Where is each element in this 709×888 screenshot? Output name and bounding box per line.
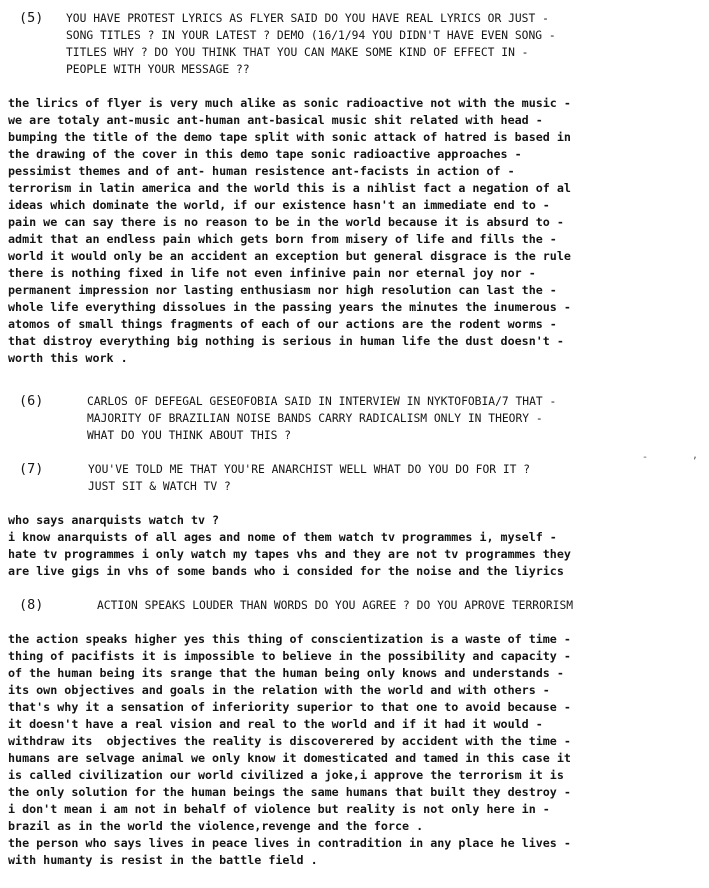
answer-line: pain we can say there is no reason to be in the world because it is absurd to - xyxy=(8,215,564,229)
stray-mark: , xyxy=(692,450,699,461)
question-line: PEOPLE WITH YOUR MESSAGE ?? xyxy=(66,63,250,76)
answer-line: who says anarquists watch tv ? xyxy=(8,513,220,527)
answer-line: of the human being its srange that the human being only knows and understands - xyxy=(8,666,564,680)
answer-line: with humanty is resist in the battle field . xyxy=(8,853,318,867)
stray-mark: - xyxy=(642,452,649,463)
answer-line: the action speaks higher yes this thing of conscientization is a waste of time - xyxy=(8,632,571,646)
answer-line: the only solution for the human beings the same humans that built they destroy - xyxy=(8,785,571,799)
answer-line: that's why it a sensation of inferiority superior to that one to avoid because - xyxy=(8,700,571,714)
answer-line: that distroy everything big nothing is serious in human life the dust doesn't - xyxy=(8,334,564,348)
answer-line: terrorism in latin america and the world this is a nihlist fact a negation of al xyxy=(8,181,571,195)
question-line: JUST SIT & WATCH TV ? xyxy=(88,480,231,493)
answer-line: its own objectives and goals in the relation with the world and with others - xyxy=(8,683,550,697)
answer-line: admit that an endless pain which gets born from misery of life and fills the - xyxy=(8,232,557,246)
answer-line: the drawing of the cover in this demo tape sonic radioactive approaches - xyxy=(8,147,522,161)
answer-line: pessimist themes and of ant- human resistence ant-facists in action of - xyxy=(8,164,515,178)
question-line: CARLOS OF DEFEGAL GESEOFOBIA SAID IN INTERVIEW IN NYKTOFOBIA/7 THAT - xyxy=(87,395,557,408)
answer-line: thing of pacifists it is impossible to believe in the possibility and capacity - xyxy=(8,649,571,663)
answer-line: there is nothing fixed in life not even infinive pain nor eternal joy nor - xyxy=(8,266,536,280)
answer-line: is called civilization our world civilized a joke,i approve the terrorism it is xyxy=(8,768,564,782)
answer-line: brazil as in the world the violence,revenge and the force . xyxy=(8,819,424,833)
answer-line: i don't mean i am not in behalf of violence but reality is not only here in - xyxy=(8,802,550,816)
question-number: (6) xyxy=(19,393,44,409)
question-5 xyxy=(66,10,709,78)
answer-7 xyxy=(8,512,709,580)
answer-line: world it would only be an accident an exception but general disgrace is the rule xyxy=(8,249,571,263)
answer-line: it doesn't have a real vision and real to the world and if it had it would - xyxy=(8,717,543,731)
answer-line: hate tv programmes i only watch my tapes vhs and they are not tv programmes they xyxy=(8,547,571,561)
question-line: TITLES WHY ? DO YOU THINK THAT YOU CAN MAKE SOME KIND OF EFFECT IN - xyxy=(66,46,529,59)
answer-line: i know anarquists of all ages and nome of them watch tv programmes i, myself - xyxy=(8,530,557,544)
question-line: ACTION SPEAKS LOUDER THAN WORDS DO YOU AGREE ? DO YOU APROVE TERRORISM xyxy=(97,599,574,612)
answer-line: permanent impression nor lasting enthusiasm nor high resolution can last the - xyxy=(8,283,557,297)
answer-5 xyxy=(8,95,709,367)
question-line: WHAT DO YOU THINK ABOUT THIS ? xyxy=(87,429,292,442)
answer-line: we are totaly ant-music ant-human ant-basical music shit related with head - xyxy=(8,113,543,127)
question-8 xyxy=(97,597,709,614)
answer-line: whole life everything dissolues in the passing years the minutes the inumerous - xyxy=(8,300,571,314)
question-number: (7) xyxy=(19,461,44,477)
question-line: SONG TITLES ? IN YOUR LATEST ? DEMO (16/1/94 YOU DIDN'T HAVE EVEN SONG - xyxy=(66,29,556,42)
question-number: (8) xyxy=(19,597,44,613)
answer-line: are live gigs in vhs of some bands who i consided for the noise and the liyrics xyxy=(8,564,564,578)
answer-8 xyxy=(8,631,709,869)
question-line: YOU'VE TOLD ME THAT YOU'RE ANARCHIST WELL WHAT DO YOU DO FOR IT ? xyxy=(88,463,531,476)
answer-line: ideas which dominate the world, if our existence hasn't an immediate end to - xyxy=(8,198,550,212)
answer-line: humans are selvage animal we only know it domesticated and tamed in this case it xyxy=(8,751,571,765)
answer-line: the lirics of flyer is very much alike as sonic radioactive not with the music - xyxy=(8,96,571,110)
answer-line: bumping the title of the demo tape split with sonic attack of hatred is based in xyxy=(8,130,571,144)
question-line: YOU HAVE PROTEST LYRICS AS FLYER SAID DO YOU HAVE REAL LYRICS OR JUST - xyxy=(66,12,549,25)
question-number: (5) xyxy=(19,10,44,26)
answer-line: withdraw its objectives the reality is discoverered by accident with the time - xyxy=(8,734,571,748)
question-6 xyxy=(87,393,709,444)
question-7 xyxy=(88,461,709,495)
answer-line: the person who says lives in peace lives in contradition in any place he lives - xyxy=(8,836,571,850)
answer-line: worth this work . xyxy=(8,351,128,365)
question-line: MAJORITY OF BRAZILIAN NOISE BANDS CARRY RADICALISM ONLY IN THEORY - xyxy=(87,412,543,425)
answer-line: atomos of small things fragments of each of our actions are the rodent worms - xyxy=(8,317,557,331)
